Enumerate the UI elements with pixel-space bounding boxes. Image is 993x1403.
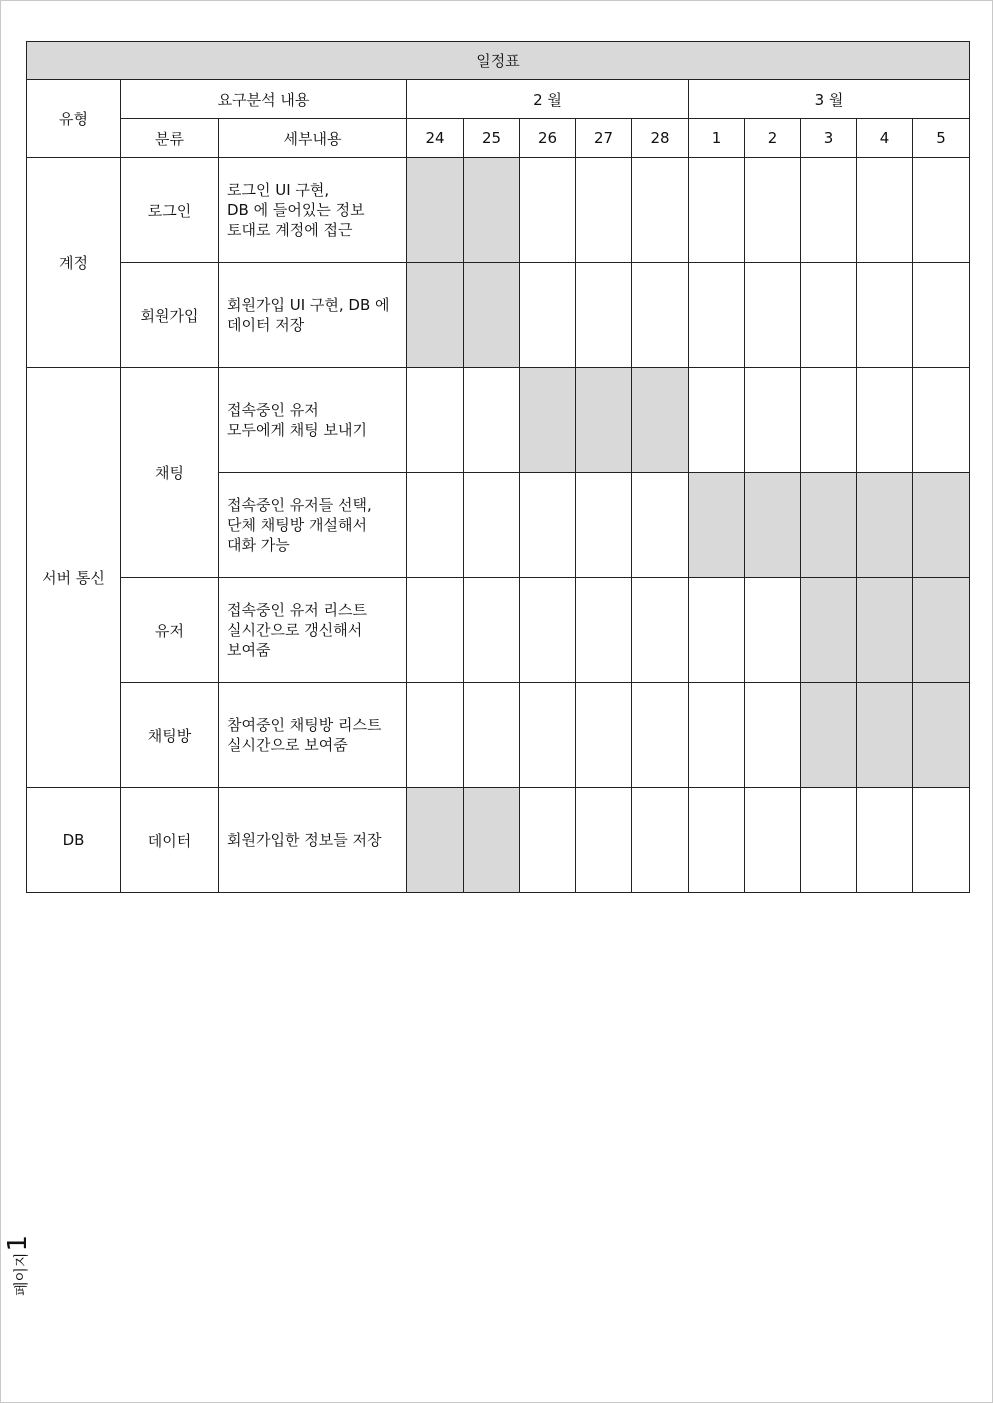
- category-cell: 회원가입: [121, 263, 219, 368]
- header-day: 26: [520, 119, 576, 158]
- table-row: [27, 578, 970, 683]
- table-row: [27, 158, 970, 263]
- schedule-cell: [689, 158, 745, 263]
- schedule-cell: [913, 263, 970, 368]
- schedule-cell: [520, 683, 576, 788]
- schedule-cell: [913, 788, 970, 893]
- schedule-cell: [801, 683, 857, 788]
- schedule-cell: [689, 473, 745, 578]
- schedule-cell: [689, 578, 745, 683]
- schedule-cell: [464, 263, 520, 368]
- schedule-cell: [576, 788, 632, 893]
- schedule-cell: [632, 788, 689, 893]
- schedule-cell: [801, 788, 857, 893]
- schedule-cell: [576, 263, 632, 368]
- detail-cell: 참여중인 채팅방 리스트 실시간으로 보여줌: [219, 683, 407, 788]
- schedule-cell: [801, 368, 857, 473]
- schedule-cell: [632, 263, 689, 368]
- type-cell: 서버 통신: [27, 368, 121, 788]
- schedule-cell: [576, 578, 632, 683]
- schedule-cell: [913, 473, 970, 578]
- schedule-cell: [520, 368, 576, 473]
- header-detail: 세부내용: [219, 119, 407, 158]
- schedule-cell: [520, 158, 576, 263]
- schedule-cell: [407, 263, 464, 368]
- page-number: 1: [3, 1234, 33, 1252]
- type-cell: DB: [27, 788, 121, 893]
- schedule-cell: [857, 368, 913, 473]
- table-row: [27, 788, 970, 893]
- detail-cell: 접속중인 유저 리스트 실시간으로 갱신해서 보여줌: [219, 578, 407, 683]
- schedule-cell: [576, 683, 632, 788]
- schedule-cell: [632, 158, 689, 263]
- schedule-cell: [745, 263, 801, 368]
- schedule-cell: [913, 683, 970, 788]
- header-day: 28: [632, 119, 689, 158]
- header-day: 5: [913, 119, 970, 158]
- page-label: 페이지: [12, 1252, 30, 1296]
- header-analysis: 요구분석 내용: [121, 80, 407, 119]
- detail-cell: 로그인 UI 구현, DB 에 들어있는 정보 토대로 계정에 접근: [219, 158, 407, 263]
- schedule-cell: [745, 473, 801, 578]
- schedule-cell: [689, 683, 745, 788]
- schedule-cell: [407, 368, 464, 473]
- schedule-cell: [407, 158, 464, 263]
- table-title: 일정표: [27, 42, 970, 80]
- schedule-cell: [857, 473, 913, 578]
- header-month-feb: 2 월: [407, 80, 689, 119]
- schedule-cell: [913, 578, 970, 683]
- schedule-cell: [576, 368, 632, 473]
- schedule-cell: [520, 788, 576, 893]
- schedule-cell: [407, 473, 464, 578]
- detail-cell: 접속중인 유저 모두에게 채팅 보내기: [219, 368, 407, 473]
- schedule-cell: [520, 473, 576, 578]
- schedule-cell: [689, 263, 745, 368]
- header-month-mar: 3 월: [689, 80, 970, 119]
- header-day: 2: [745, 119, 801, 158]
- schedule-cell: [745, 368, 801, 473]
- schedule-table: [26, 41, 970, 893]
- header-category: 분류: [121, 119, 219, 158]
- header-day: 25: [464, 119, 520, 158]
- schedule-cell: [857, 788, 913, 893]
- category-cell: 채팅: [121, 368, 219, 578]
- schedule-cell: [632, 368, 689, 473]
- detail-cell: 회원가입 UI 구현, DB 에 데이터 저장: [219, 263, 407, 368]
- schedule-cell: [857, 158, 913, 263]
- schedule-cell: [464, 788, 520, 893]
- schedule-cell: [689, 368, 745, 473]
- schedule-cell: [801, 473, 857, 578]
- table-row: [27, 683, 970, 788]
- schedule-cell: [745, 683, 801, 788]
- schedule-cell: [576, 473, 632, 578]
- schedule-cell: [407, 788, 464, 893]
- schedule-cell: [857, 683, 913, 788]
- schedule-cell: [689, 788, 745, 893]
- schedule-cell: [632, 683, 689, 788]
- category-cell: 유저: [121, 578, 219, 683]
- category-cell: 데이터: [121, 788, 219, 893]
- schedule-cell: [745, 788, 801, 893]
- category-cell: 채팅방: [121, 683, 219, 788]
- schedule-cell: [464, 368, 520, 473]
- schedule-cell: [913, 158, 970, 263]
- type-cell: 계정: [27, 158, 121, 368]
- schedule-cell: [576, 158, 632, 263]
- schedule-cell: [801, 263, 857, 368]
- schedule-cell: [520, 578, 576, 683]
- schedule-cell: [745, 158, 801, 263]
- header-day: 27: [576, 119, 632, 158]
- category-cell: 로그인: [121, 158, 219, 263]
- schedule-cell: [801, 578, 857, 683]
- schedule-cell: [632, 473, 689, 578]
- schedule-cell: [913, 368, 970, 473]
- header-day: 3: [801, 119, 857, 158]
- detail-cell: 회원가입한 정보들 저장: [219, 788, 407, 893]
- schedule-cell: [632, 578, 689, 683]
- header-day: 4: [857, 119, 913, 158]
- header-day: 24: [407, 119, 464, 158]
- schedule-cell: [464, 158, 520, 263]
- schedule-cell: [745, 578, 801, 683]
- header-day: 1: [689, 119, 745, 158]
- schedule-cell: [520, 263, 576, 368]
- schedule-cell: [407, 578, 464, 683]
- schedule-cell: [464, 683, 520, 788]
- header-type: 유형: [27, 80, 121, 158]
- schedule-cell: [801, 158, 857, 263]
- schedule-cell: [857, 578, 913, 683]
- schedule-cell: [407, 683, 464, 788]
- schedule-cell: [464, 578, 520, 683]
- schedule-cell: [464, 473, 520, 578]
- schedule-cell: [857, 263, 913, 368]
- table-row: [27, 368, 970, 473]
- table-row: [27, 263, 970, 368]
- page-number-footer: [3, 1216, 33, 1296]
- detail-cell: 접속중인 유저들 선택, 단체 채팅방 개설해서 대화 가능: [219, 473, 407, 578]
